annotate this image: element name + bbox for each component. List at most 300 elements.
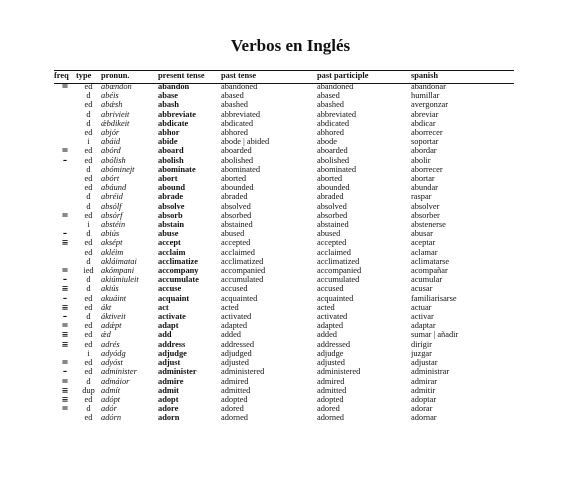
header-spanish: spanish [411,71,439,80]
part-cell: abused [317,229,341,239]
freq-cell [54,413,76,422]
pron-cell: aksépt [101,238,123,248]
pron-cell: adrés [101,339,120,349]
span-cell: abstenerse [411,220,446,230]
past-cell: accused [221,284,248,294]
freq-cell: – [62,229,68,239]
span-cell: adoptar [411,394,437,404]
table-row [54,367,514,376]
table-row [54,266,514,275]
pres-cell: aboard [158,146,184,156]
freq-cell: = [61,376,69,386]
part-cell: absolved [317,201,347,211]
past-cell: abased [221,91,244,101]
pron-cell: akléim [101,247,124,257]
span-cell: juzgar [411,348,432,358]
past-cell: abstained [221,220,253,230]
part-cell: abounded [317,183,350,193]
span-cell: abusar [411,229,433,239]
pron-cell: adǽpt [101,321,122,331]
pron-cell: admáior [101,376,130,386]
table-row [54,146,514,155]
type-cell: ed [84,146,93,156]
pres-cell: abominate [158,164,196,174]
span-cell: abolir [411,155,431,165]
pres-cell: administer [158,367,197,377]
table-row [54,119,514,128]
freq-cell [54,110,76,119]
pron-cell: abǽsh [101,100,123,110]
past-cell: acquainted [221,293,258,303]
table-row [54,330,514,339]
freq-cell [54,257,76,266]
freq-cell [54,202,76,211]
part-cell: accumulated [317,275,360,285]
past-cell: absorbed [221,210,252,220]
pres-cell: adorn [158,413,180,423]
pron-cell: abiús [101,229,120,239]
freq-cell [54,220,76,229]
freq-cell: ≡ [61,330,69,340]
pron-cell: ǽd [101,330,111,340]
freq-cell: ≡ [61,238,69,248]
pron-cell: abórt [101,174,120,184]
freq-cell [54,174,76,183]
pron-cell: abstéin [101,220,126,230]
part-cell: accused [317,284,344,294]
freq-cell [54,119,76,128]
part-cell: adapted [317,321,344,331]
type-cell: ed [84,238,93,248]
type-cell: ed [84,247,93,257]
table-body [54,82,514,423]
type-cell: dup [82,385,95,395]
table-row [54,82,514,91]
part-cell: abstained [317,220,349,230]
pres-cell: adapt [158,321,179,331]
span-cell: aclamar [411,247,438,257]
pres-cell: abase [158,91,179,101]
part-cell: added [317,330,337,340]
freq-cell: = [61,358,69,368]
span-cell: admitir [411,385,436,395]
type-cell: ed [84,367,93,377]
pron-cell: akiús [101,284,119,294]
part-cell: aboarded [317,146,348,156]
part-cell: aborted [317,174,343,184]
span-cell: aclimatarse [411,256,450,266]
pres-cell: abash [158,100,179,110]
part-cell: acquainted [317,293,354,303]
table-row [54,137,514,146]
span-cell: abundar [411,183,438,193]
table-row [54,165,514,174]
pron-cell: áktiveit [101,312,126,322]
type-cell: ed [84,155,93,165]
span-cell: dirigir [411,339,432,349]
past-cell: accumulated [221,275,264,285]
freq-cell [54,165,76,174]
freq-cell [54,128,76,137]
part-cell: accepted [317,238,347,248]
type-cell: ied [83,266,94,276]
part-cell: absorbed [317,210,348,220]
pres-cell: adjust [158,358,181,368]
table-row [54,211,514,220]
pres-cell: abbreviate [158,109,196,119]
pron-cell: adór [101,404,117,414]
part-cell: adored [317,404,340,414]
span-cell: raspar [411,192,432,202]
type-cell: ed [84,413,93,423]
type-cell: ed [84,210,93,220]
part-cell: abolished [317,155,350,165]
type-cell: ed [84,394,93,404]
span-cell: abandonar [411,82,446,91]
part-cell: abased [317,91,340,101]
table-row [54,128,514,137]
pres-cell: accuse [158,284,182,294]
span-cell: acusar [411,284,433,294]
freq-cell: ≡ [61,339,69,349]
pres-cell: accept [158,238,181,248]
pron-cell: administer [101,367,137,377]
table-row [54,202,514,211]
pron-cell: abáid [101,137,121,147]
part-cell: abdicated [317,118,350,128]
table-row [54,349,514,358]
pron-cell: adópt [101,394,121,404]
table-row [54,395,514,404]
span-cell: absolver [411,201,440,211]
type-cell: d [86,109,91,119]
freq-cell: ≡ [61,302,69,312]
past-cell: adopted [221,394,248,404]
freq-cell [54,192,76,201]
span-cell: abordar [411,146,437,156]
pres-cell: abort [158,174,178,184]
table-row [54,192,514,201]
past-cell: abraded [221,192,248,202]
freq-cell [54,137,76,146]
pron-cell: absólf [101,201,122,211]
pres-cell: abound [158,183,186,193]
span-cell: abreviar [411,109,439,119]
past-cell: aborted [221,174,247,184]
past-cell: adjusted [221,358,249,368]
table-row [54,284,514,293]
past-cell: abashed [221,100,248,110]
past-cell: adjudged [221,348,252,358]
part-cell: abhored [317,128,344,138]
type-cell: i [87,220,90,230]
type-cell: d [86,256,91,266]
past-cell: acclaimed [221,247,255,257]
pron-cell: absórf [101,210,123,220]
type-cell: d [86,118,91,128]
type-cell: d [86,376,91,386]
freq-cell: = [61,210,69,220]
span-cell: soportar [411,137,439,147]
type-cell: d [86,91,91,101]
past-cell: addressed [221,339,255,349]
type-cell: ed [84,183,93,193]
pron-cell: akuáint [101,293,127,303]
freq-cell [54,183,76,192]
pres-cell: absolve [158,201,185,211]
type-cell: ed [84,358,93,368]
pres-cell: abolish [158,155,184,165]
table-row [54,257,514,266]
pron-cell: abéis [101,91,119,101]
part-cell: addressed [317,339,351,349]
table-row [54,100,514,109]
pres-cell: abhor [158,128,180,138]
past-cell: added [221,330,241,340]
pres-cell: adjudge [158,348,187,358]
pres-cell: acclimatize [158,256,198,266]
type-cell: d [86,164,91,174]
freq-cell: = [61,321,69,331]
pres-cell: admire [158,376,184,386]
span-cell: acompañar [411,266,448,276]
pres-cell: abrade [158,192,184,202]
part-cell: activated [317,312,348,322]
part-cell: adorned [317,413,344,423]
span-cell: avergonzar [411,100,449,110]
table-row [54,275,514,284]
past-cell: adored [221,404,244,414]
pres-cell: abide [158,137,178,147]
part-cell: abbreviated [317,109,357,119]
past-cell: aboarded [221,146,252,156]
pron-cell: abólish [101,155,126,165]
span-cell: adorar [411,404,433,414]
pres-cell: address [158,339,186,349]
freq-cell: = [61,82,69,91]
pres-cell: accumulate [158,275,199,285]
part-cell: accompanied [317,266,362,276]
freq-cell: = [61,146,69,156]
part-cell: admitted [317,385,347,395]
document-title: Verbos en Inglés [230,36,351,55]
past-cell: abdicated [221,118,254,128]
pron-cell: akláimatai [101,256,137,266]
freq-cell: ≡ [61,284,69,294]
past-cell: admitted [221,385,251,395]
pron-cell: ǽbdikeit [101,118,130,128]
freq-cell: – [62,312,68,322]
type-cell: i [87,348,90,358]
pron-cell: adyódg [101,348,126,358]
table-row [54,183,514,192]
part-cell: abode [317,137,337,147]
past-cell: adapted [221,321,248,331]
pron-cell: abændon [101,82,132,91]
table-row [54,321,514,330]
type-cell: ed [84,82,93,91]
table-row [54,229,514,238]
pres-cell: act [158,302,169,312]
header-past-participle: past participle [317,71,369,80]
past-cell: absolved [221,201,251,211]
pron-cell: abrivieit [101,109,130,119]
freq-cell: ≡ [61,394,69,404]
verb-table [54,70,514,423]
type-cell: d [86,284,91,294]
type-cell: d [86,312,91,322]
table-row [54,358,514,367]
type-cell: ed [84,302,93,312]
pron-cell: abjór [101,128,120,138]
table-row [54,156,514,165]
header-freq: freq [54,71,69,80]
table-row [54,413,514,422]
table-row [54,386,514,395]
type-cell: d [86,404,91,414]
part-cell: adjudge [317,348,344,358]
type-cell: d [86,275,91,285]
span-cell: adornar [411,413,437,423]
table-row [54,248,514,257]
span-cell: adaptar [411,321,436,331]
header-present-tense: present tense [158,71,205,80]
part-cell: abominated [317,164,357,174]
pres-cell: accompany [158,266,199,276]
table-row [54,303,514,312]
span-cell: sumar | añadir [411,330,459,340]
pron-cell: abórd [101,146,121,156]
pron-cell: akiúmiuleit [101,275,139,285]
pron-cell: ákt [101,302,112,312]
part-cell: acted [317,302,335,312]
past-cell: acclimatized [221,256,264,266]
part-cell: acclimatized [317,256,360,266]
span-cell: familiarisarse [411,293,457,303]
span-cell: aborrecer [411,128,443,138]
pres-cell: acquaint [158,293,190,303]
span-cell: admirar [411,376,438,386]
pron-cell: adórn [101,413,122,423]
header-past-tense: past tense [221,71,257,80]
past-cell: acted [221,302,239,312]
type-cell: i [87,137,90,147]
type-cell: d [86,229,91,239]
part-cell: abandoned [317,82,354,91]
freq-cell: = [61,404,69,414]
type-cell: d [86,192,91,202]
freq-cell [54,248,76,257]
part-cell: acclaimed [317,247,351,257]
table-row [54,312,514,321]
past-cell: abolished [221,155,254,165]
past-cell: abounded [221,183,254,193]
type-cell: ed [84,330,93,340]
table-row [54,377,514,386]
pron-cell: abáund [101,183,127,193]
pres-cell: abuse [158,229,179,239]
span-cell: humillar [411,91,440,101]
pres-cell: absorb [158,210,183,220]
table-row [54,340,514,349]
span-cell: administrar [411,367,450,377]
span-cell: absorber [411,210,440,220]
table-header-row [54,70,514,82]
freq-cell: ≡ [61,385,69,395]
pron-cell: abréid [101,192,123,202]
type-cell: ed [84,293,93,303]
span-cell: adjustar [411,358,438,368]
pres-cell: abdicate [158,118,189,128]
freq-cell: = [61,266,69,276]
table-row [54,238,514,247]
past-cell: accompanied [221,266,266,276]
span-cell: abortar [411,174,435,184]
freq-cell [54,349,76,358]
part-cell: adjusted [317,358,345,368]
past-cell: abbreviated [221,109,261,119]
span-cell: activar [411,312,434,322]
part-cell: adopted [317,394,344,404]
table-row [54,294,514,303]
part-cell: admired [317,376,345,386]
past-cell: abode | abided [221,137,270,147]
past-cell: abhored [221,128,248,138]
pron-cell: akómpani [101,266,135,276]
type-cell: ed [84,321,93,331]
type-cell: ed [84,174,93,184]
header-type: type [76,71,92,80]
type-cell: ed [84,339,93,349]
part-cell: administered [317,367,361,377]
table-row [54,91,514,100]
past-cell: abominated [221,164,261,174]
pron-cell: abóminejt [101,164,135,174]
span-cell: abdicar [411,118,436,128]
type-cell: ed [84,100,93,110]
freq-cell: – [62,155,68,165]
table-row [54,220,514,229]
table-row [54,110,514,119]
past-cell: accepted [221,238,251,248]
span-cell: acumular [411,275,443,285]
past-cell: activated [221,312,252,322]
freq-cell: – [62,275,68,285]
freq-cell: – [62,367,68,377]
pres-cell: admit [158,385,179,395]
span-cell: actuar [411,302,432,312]
past-cell: adorned [221,413,248,423]
pres-cell: adopt [158,394,179,404]
past-cell: administered [221,367,265,377]
freq-cell: – [62,293,68,303]
past-cell: abandoned [221,82,258,91]
pres-cell: adore [158,404,179,414]
table-row [54,404,514,413]
header-pronun: pronun. [101,71,130,80]
freq-cell [54,91,76,100]
part-cell: abashed [317,100,344,110]
freq-cell [54,100,76,109]
pron-cell: admít [101,385,121,395]
type-cell: ed [84,128,93,138]
span-cell: aborrecer [411,164,443,174]
type-cell: d [86,201,91,211]
past-cell: abused [221,229,245,239]
pres-cell: abstain [158,220,185,230]
pres-cell: activate [158,312,186,322]
pres-cell: acclaim [158,247,186,257]
